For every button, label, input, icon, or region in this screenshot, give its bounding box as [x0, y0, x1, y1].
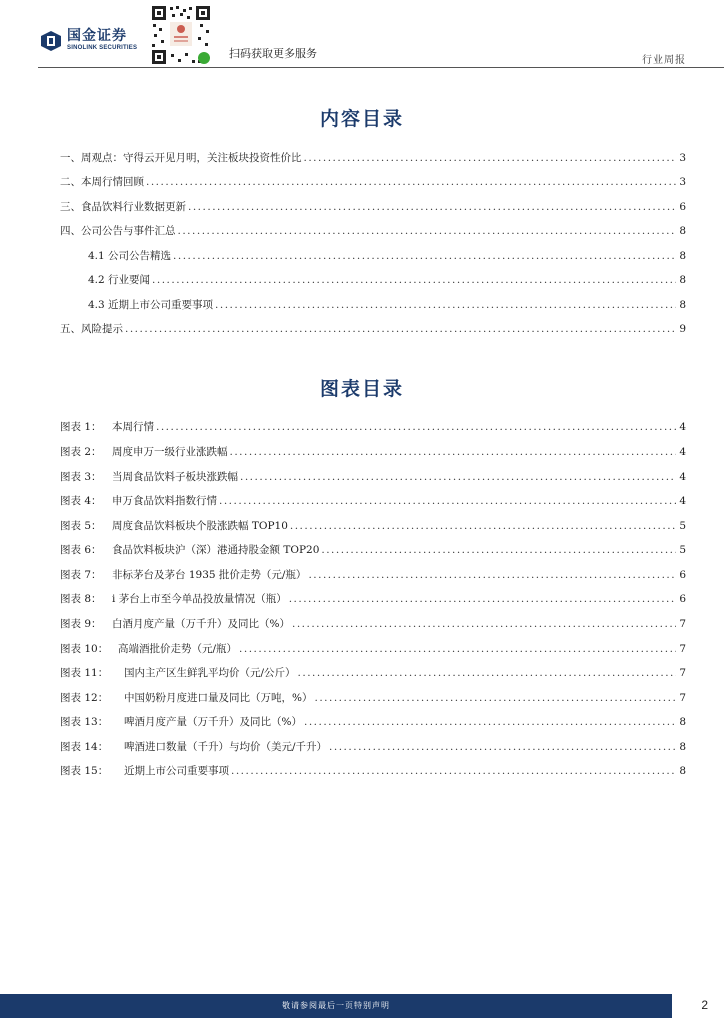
figure-entry-label: 当周食品饮料子板块涨跌幅: [112, 471, 238, 483]
toc-entry-label: 4.2 行业要闻: [88, 274, 151, 286]
figure-entry-page: 8: [679, 765, 686, 777]
toc-entry-label: 三、食品饮料行业数据更新: [60, 201, 186, 213]
toc-entry-page: 9: [679, 323, 686, 335]
figure-entry-page: 6: [679, 569, 686, 581]
figure-entry[interactable]: [60, 715, 686, 729]
figure-entry[interactable]: [60, 445, 686, 459]
figure-entry[interactable]: [60, 740, 686, 754]
figure-entry-label: 食品饮料板块沪（深）港通持股金额 TOP20: [112, 544, 320, 556]
toc-leader: [178, 224, 677, 238]
toc-entry-page: 8: [679, 274, 686, 286]
figure-entry-page: 4: [679, 495, 686, 507]
figure-entry-page: 8: [679, 716, 686, 728]
figure-number: 图表 6：: [60, 544, 102, 556]
figure-entry-page: 7: [679, 643, 686, 655]
toc-leader: [292, 617, 676, 631]
figure-entry[interactable]: [60, 519, 686, 533]
toc-leader: [230, 445, 677, 459]
figure-entry[interactable]: [60, 543, 686, 557]
figure-entry-label: 周度申万一级行业涨跌幅: [112, 446, 228, 458]
toc-leader: [289, 592, 676, 606]
qr-hint-text: 扫码获取更多服务: [229, 47, 317, 60]
toc-entry-page: 8: [679, 225, 686, 237]
toc-leader: [231, 764, 676, 778]
figure-number: 图表 3：: [60, 471, 102, 483]
figure-number: 图表 2：: [60, 446, 102, 458]
toc-leader: [152, 273, 676, 287]
figure-number: 图表 4：: [60, 495, 102, 507]
figure-entry-page: 4: [679, 421, 686, 433]
sinolink-logo-icon: [40, 30, 62, 52]
figure-entry[interactable]: [60, 691, 686, 705]
page-header: [0, 0, 724, 70]
figure-entry-page: 4: [679, 446, 686, 458]
toc-entry-label: 4.3 近期上市公司重要事项: [88, 299, 214, 311]
toc-leader: [173, 249, 676, 263]
figure-entry-page: 7: [679, 667, 686, 679]
toc-entry-page: 8: [679, 250, 686, 262]
toc-leader: [321, 543, 676, 557]
toc-entry-label: 二、本周行情回顾: [60, 176, 144, 188]
figure-entry[interactable]: [60, 420, 686, 434]
toc-entry-label: 一、周观点：守得云开见月明，关注板块投资性价比: [60, 152, 302, 164]
figure-entry-label: 周度食品饮料板块个股涨跌幅 TOP10: [112, 520, 288, 532]
figure-entry-page: 5: [679, 520, 686, 532]
figure-number: 图表 14：: [60, 741, 109, 753]
logo-en-text: SINOLINK SECURITIES: [67, 45, 138, 51]
figure-number: 图表 13：: [60, 716, 109, 728]
figure-number: 图表 5：: [60, 520, 102, 532]
figure-entry[interactable]: [60, 617, 686, 631]
toc-entry[interactable]: [60, 322, 686, 336]
toc-subentry[interactable]: [88, 249, 686, 263]
logo-cn-text: 国金证券: [67, 28, 127, 44]
figure-entry-label: i 茅台上市至今单品投放量情况（瓶）: [112, 593, 287, 605]
page-number: 2: [701, 998, 708, 1012]
toc-leader: [156, 420, 676, 434]
figure-number: 图表 8：: [60, 593, 102, 605]
figures-title: 图表目录: [319, 378, 404, 400]
toc-leader: [314, 691, 676, 705]
figure-entry-page: 5: [679, 544, 686, 556]
toc-leader: [240, 470, 676, 484]
toc-leader: [304, 715, 676, 729]
toc-entry-page: 6: [679, 201, 686, 213]
toc-entry-page: 3: [679, 176, 686, 188]
figure-entry[interactable]: [60, 666, 686, 680]
figure-entry-label: 白酒月度产量（万千升）及同比（%）: [112, 618, 290, 630]
toc-leader: [215, 298, 676, 312]
toc-entry[interactable]: [60, 151, 686, 165]
figure-entry[interactable]: [60, 592, 686, 606]
figure-entry[interactable]: [60, 642, 686, 656]
figure-entry-label: 近期上市公司重要事项: [124, 765, 229, 777]
figure-entry-label: 申万食品饮料指数行情: [112, 495, 217, 507]
qr-code-icon[interactable]: [150, 4, 212, 66]
figure-entry-label: 非标茅台及茅台 1935 批价走势（元/瓶）: [112, 569, 307, 581]
toc-leader: [146, 175, 676, 189]
toc-leader: [308, 568, 676, 582]
figure-number: 图表 12：: [60, 692, 109, 704]
figure-number: 图表 7：: [60, 569, 102, 581]
toc-entry-label: 五、风险提示: [60, 323, 123, 335]
toc-entry-page: 3: [679, 152, 686, 164]
figure-entry-label: 高端酒批价走势（元/瓶）: [118, 643, 238, 655]
toc-entry[interactable]: [60, 175, 686, 189]
figure-entry-page: 7: [679, 692, 686, 704]
figure-entry-label: 本周行情: [112, 421, 154, 433]
figure-entry[interactable]: [60, 494, 686, 508]
figure-entry-page: 4: [679, 471, 686, 483]
toc-leader: [125, 322, 676, 336]
toc-entry-label: 四、公司公告与事件汇总: [60, 225, 176, 237]
figure-number: 图表 11：: [60, 667, 109, 679]
toc-entry[interactable]: [60, 224, 686, 238]
sinolink-logo: [40, 29, 137, 52]
toc-leader: [329, 740, 676, 754]
toc-subentry[interactable]: [88, 273, 686, 287]
header-divider: [38, 67, 724, 68]
toc-entry[interactable]: [60, 200, 686, 214]
figure-entry[interactable]: [60, 568, 686, 582]
figure-number: 图表 1：: [60, 421, 102, 433]
toc-entry-page: 8: [679, 299, 686, 311]
figure-entry-label: 啤酒进口数量（千升）与均价（美元/千升）: [124, 741, 328, 753]
figure-entry-label: 啤酒月度产量（万千升）及同比（%）: [124, 716, 302, 728]
figure-entry-page: 8: [679, 741, 686, 753]
figure-entry-page: 7: [679, 618, 686, 630]
doc-type-label: 行业周报: [642, 55, 686, 66]
figure-entry[interactable]: [60, 470, 686, 484]
toc-leader: [298, 666, 676, 680]
toc-leader: [239, 642, 676, 656]
figure-entry[interactable]: [60, 764, 686, 778]
toc-subentry[interactable]: [88, 298, 686, 312]
toc-entry-label: 4.1 公司公告精选: [88, 250, 172, 262]
toc-leader: [304, 151, 677, 165]
figure-number: 图表 9：: [60, 618, 102, 630]
figure-entry-page: 6: [679, 593, 686, 605]
toc-leader: [188, 200, 676, 214]
footer-notice: 敬请参阅最后一页特别声明: [282, 1001, 390, 1010]
page-footer: [0, 994, 724, 1024]
toc-leader: [290, 519, 676, 533]
contents-title: 内容目录: [319, 108, 404, 130]
figure-number: 图表 15：: [60, 765, 109, 777]
toc-leader: [219, 494, 676, 508]
figure-entry-label: 国内主产区生鲜乳平均价（元/公斤）: [124, 667, 296, 679]
figure-entry-label: 中国奶粉月度进口量及同比（万吨，%）: [124, 692, 313, 704]
figure-number: 图表 10：: [60, 643, 109, 655]
